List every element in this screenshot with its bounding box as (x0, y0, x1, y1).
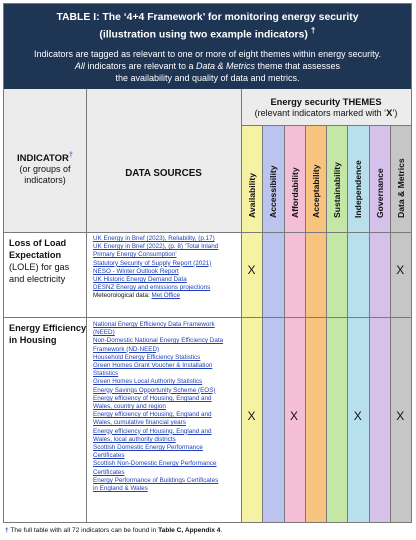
table-header (4, 4, 411, 89)
theme-label: Availability (247, 172, 258, 218)
source-link[interactable]: Certificates (93, 452, 125, 460)
divider (86, 89, 87, 232)
themes-column-header: Energy security THEMES (relevant indicators marked with ‘X’) (254, 97, 398, 118)
theme-column (262, 232, 283, 522)
theme-column (305, 232, 326, 522)
theme-column (284, 232, 305, 522)
source-link[interactable]: Framework (ND-NEED) (93, 345, 160, 353)
source-link[interactable]: Primary Energy Consumption’ (93, 251, 177, 259)
theme-label: Data & Metrics (395, 158, 406, 218)
table-subtitle: (illustration using two example indicators) † (99, 25, 316, 41)
table-title: TABLE I: The ‘4+4 Framework’ for monitoring energy security (56, 12, 359, 23)
theme-label: Independence (353, 160, 364, 218)
row-divider (4, 317, 411, 318)
row-divider (4, 232, 411, 233)
theme-column (347, 232, 368, 522)
theme-label: Sustainability (332, 162, 343, 218)
indicator-energy-efficiency: Energy Efficiency in Housing (9, 323, 87, 345)
source-link[interactable]: DESNZ Energy and emissions projections (93, 284, 211, 292)
theme-label: Acceptability (310, 164, 321, 218)
theme-column (326, 232, 347, 522)
source-link[interactable]: Scottish Non-Domestic Energy Performance (93, 460, 217, 468)
source-link[interactable]: Energy Performance of Buildings Certificates (93, 476, 219, 484)
source-link[interactable]: Green Homes Grant Voucher & Installation (93, 362, 213, 370)
source-link[interactable]: Certificates (93, 468, 125, 476)
source-link[interactable]: in England & Wales (93, 485, 148, 493)
source-link[interactable]: UK Historic Energy Demand Data (93, 276, 187, 284)
data-sources-lole (93, 235, 243, 301)
theme-label: Affordability (289, 167, 300, 218)
theme-mark: X (353, 409, 362, 423)
source-link[interactable]: UK Energy in Brief (2022), (p. 8) ‘Total Inland (93, 243, 219, 251)
source-link[interactable]: Wales, local authority districts (93, 435, 176, 443)
source-link[interactable]: Scottish Domestic Energy Performance (93, 444, 203, 452)
theme-mark: X (289, 409, 298, 423)
source-link[interactable]: Green Homes Local Authority Statistics (93, 378, 203, 386)
source-link[interactable]: Wales, cumulative financial years (93, 419, 186, 427)
source-link[interactable]: NESO - Winter Outlook Report (93, 267, 179, 275)
source-link[interactable]: Energy efficiency of Housing, England and (93, 394, 212, 402)
source-text: Meteorological data: Met Office (93, 292, 181, 300)
theme-label: Accessibility (268, 165, 279, 218)
theme-mark: X (396, 263, 405, 277)
theme-header-sustainability (326, 125, 347, 232)
source-link[interactable]: Non-Domestic National Energy Efficiency Data (93, 337, 224, 345)
framework-table (3, 3, 412, 523)
theme-header-affordability (284, 125, 305, 232)
footnote: † The full table with all 72 indicators can be found in Table C, Appendix 4. (5, 527, 223, 534)
source-link[interactable]: (NEED) (93, 329, 115, 337)
source-link[interactable]: Energy efficiency of Housing, England and (93, 427, 212, 435)
theme-label: Governance (374, 168, 385, 218)
theme-header-independence (347, 125, 368, 232)
source-link[interactable]: Statutory Security of Supply Report (2021) (93, 259, 212, 267)
source-link[interactable]: UK Energy in Brief (2023), Reliability, (p.17) (93, 235, 215, 242)
theme-column (369, 232, 390, 522)
theme-mark: X (247, 409, 256, 423)
source-link[interactable]: Energy efficiency of Housing, England and (93, 411, 212, 419)
theme-header-availability (241, 125, 262, 232)
data-sources-column-header: DATA SOURCES (125, 168, 202, 179)
source-link[interactable]: Household Energy Efficiency Statistics (93, 353, 201, 361)
indicator-lole: Loss of Load Expectation (LOLE) for gas and electricity (9, 238, 70, 284)
theme-header-data-metrics (390, 125, 411, 232)
theme-mark: X (247, 263, 256, 277)
theme-header-acceptability (305, 125, 326, 232)
source-link[interactable]: Energy Savings Opportunity Scheme (EOS) (93, 386, 216, 394)
data-sources-energy-efficiency (93, 321, 243, 493)
indicator-column-header: INDICATOR† (or groups of indicators) (16, 150, 74, 185)
theme-mark: X (396, 409, 405, 423)
theme-header-governance (369, 125, 390, 232)
source-link[interactable]: Statistics (93, 370, 119, 378)
theme-header-accessibility (262, 125, 283, 232)
source-link[interactable]: National Energy Efficiency Data Framework (93, 321, 215, 328)
table-description: Indicators are tagged as relevant to one or more of eight themes within energy security. All indicators are relevant to a Data & Metrics theme that assesses the availability and quality of data and metrics. (33, 49, 382, 83)
source-link[interactable]: Met Office (151, 292, 181, 300)
source-link[interactable]: Wales, country and region (93, 403, 166, 411)
